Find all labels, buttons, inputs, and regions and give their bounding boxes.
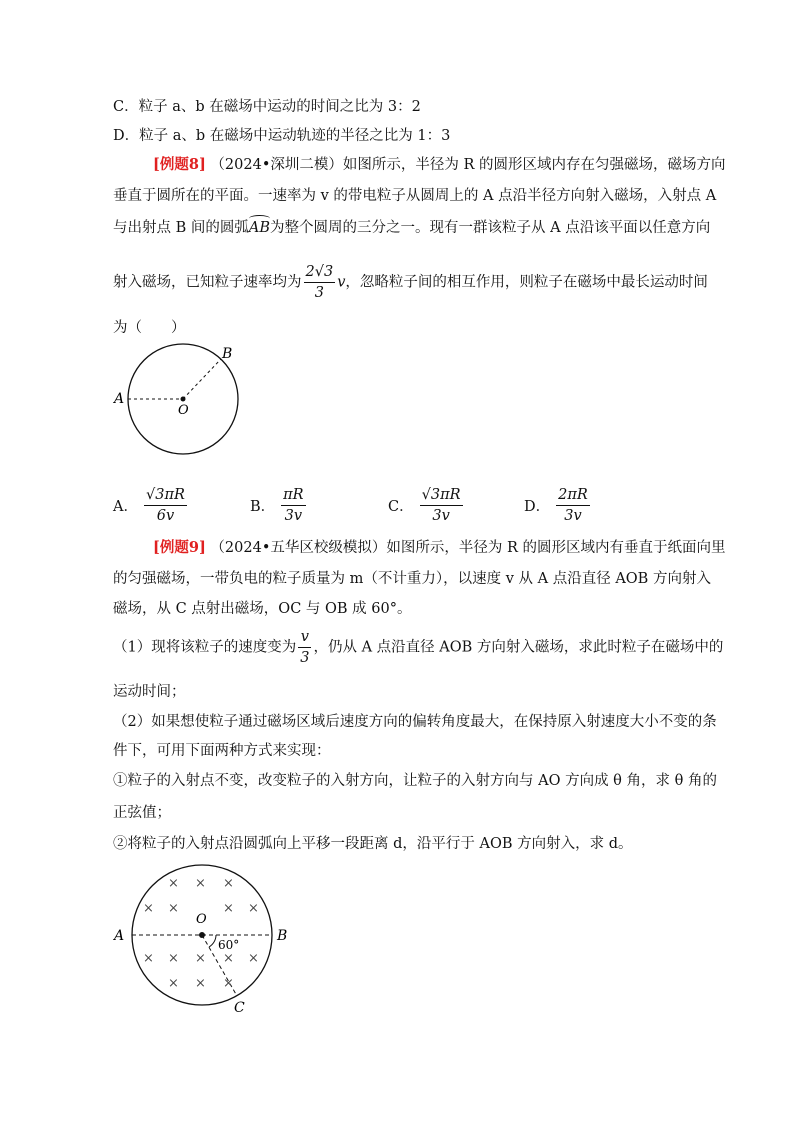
option-d[interactable] (524, 485, 592, 526)
center-dot (199, 932, 205, 938)
ex9-q1-line2: 运动时间； (113, 684, 186, 700)
field-x-3: × (223, 876, 234, 891)
field-x-5: × (168, 901, 179, 916)
angle-arc (209, 935, 216, 947)
ex9-q2-line2: 件下，可用下面两种方式来实现： (113, 743, 331, 759)
label-o: O (178, 403, 189, 418)
ex9-q2-line4: 正弦值； (113, 805, 171, 821)
option-d-previous: D．粒子 a、b 在磁场中运动轨迹的半径之比为 1：3 (113, 128, 451, 144)
speed-numerator: 2√3 (304, 262, 336, 283)
field-x-14: × (195, 976, 206, 991)
option-a-den: 6v (156, 508, 175, 524)
ex8-line3 (113, 218, 710, 238)
figure-magnetic-field (108, 862, 298, 1017)
field-x-9: × (168, 951, 179, 966)
ex8-tag: [例题8] (153, 156, 206, 173)
ex9-q1-line1 (113, 627, 723, 668)
radius-ob (183, 359, 221, 399)
option-b-fraction (281, 485, 305, 526)
option-b-den: 3v (284, 508, 303, 524)
label-b: B (222, 346, 233, 362)
option-d-fraction (556, 485, 590, 526)
label-o: O (196, 912, 207, 927)
label-b: B (277, 928, 288, 944)
field-x-15: × (223, 976, 234, 991)
field-x-4: × (143, 901, 154, 916)
arc-ab-label: AB (248, 220, 271, 236)
ex9-q2-line5: ②将粒子的入射点沿圆弧向上平移一段距离 d，沿平行于 AOB 方向射入，求 d。 (113, 836, 633, 852)
option-a-label: A． (113, 499, 138, 515)
label-c: C (234, 1000, 245, 1016)
ex8-text-4b: ，忽略粒子间的相互作用，则粒子在磁场中最长运动时间 (345, 274, 708, 291)
ex9-tag: [例题9] (153, 539, 206, 556)
field-x-13: × (168, 976, 179, 991)
center-dot (181, 397, 186, 402)
speed-v: v (337, 274, 346, 291)
field-x-2: × (195, 876, 206, 891)
field-x-1: × (168, 876, 179, 891)
q1-fraction (298, 627, 311, 668)
label-a: A (114, 391, 125, 407)
angle-label: 60° (218, 938, 240, 952)
option-d-label: D． (524, 499, 551, 515)
option-b-num: πR (281, 485, 305, 506)
ex8-text-3b: 为整个圆周的三分之一。现有一群该粒子从 A 点沿该平面以任意方向 (270, 220, 711, 236)
label-a: A (114, 928, 125, 944)
option-c-label: C． (388, 499, 414, 515)
ex8-text-1: （2024•深圳二模）如图所示，半径为 R 的圆形区域内存在匀强磁场，磁场方向 (210, 157, 726, 173)
ex8-text-3a: 与出射点 B 间的圆弧 (113, 220, 249, 236)
figure-circle-ab (110, 340, 250, 465)
ex9-line1 (153, 538, 726, 558)
field-x-10: × (195, 951, 206, 966)
option-b-label: B． (250, 499, 276, 515)
ex8-line1 (153, 155, 726, 175)
field-x-6: × (223, 901, 234, 916)
field-x-12: × (248, 951, 259, 966)
option-a[interactable] (113, 485, 189, 526)
option-c-fraction (420, 485, 463, 526)
option-a-num: √3πR (144, 485, 187, 506)
option-b[interactable] (250, 485, 308, 526)
ex8-line4 (113, 262, 708, 303)
speed-fraction (304, 262, 336, 303)
field-x-8: × (143, 951, 154, 966)
ex9-line2: 的匀强磁场，一带负电的粒子质量为 m（不计重力），以速度 v 从 A 点沿直径 AOB 方向射入 (113, 571, 711, 587)
ex8-text-4a: 射入磁场，已知粒子速率均为 (113, 274, 302, 291)
ex9-q2-line3: ①粒子的入射点不变，改变粒子的入射方向，让粒子的入射方向与 AO 方向成 θ 角，求 θ 角的 (113, 773, 717, 789)
field-x-11: × (223, 951, 234, 966)
q1-text-b: ，仍从 A 点沿直径 AOB 方向射入磁场，求此时粒子在磁场中的 (313, 639, 724, 656)
ex9-q2-line1: （2）如果想使粒子通过磁场区域后速度方向的偏转角度最大，在保持原入射速度大小不变的条 (113, 714, 717, 730)
option-d-num: 2πR (556, 485, 590, 506)
field-x-7: × (248, 901, 259, 916)
speed-denominator: 3 (314, 285, 324, 301)
ex8-line2: 垂直于圆所在的平面。一速率为 v 的带电粒子从圆周上的 A 点沿半径方向射入磁场，入射点 A (113, 188, 717, 204)
ex9-line3: 磁场，从 C 点射出磁场，OC 与 OB 成 60°。 (113, 601, 412, 617)
option-c-previous: C．粒子 a、b 在磁场中运动的时间之比为 3：2 (113, 99, 421, 115)
q1-numerator: v (298, 627, 311, 648)
q1-denominator: 3 (300, 650, 310, 666)
option-d-den: 3v (564, 508, 582, 524)
option-a-fraction (144, 485, 187, 526)
option-c-den: 3v (432, 508, 450, 524)
ex9-text-1: （2024•五华区校级模拟）如图所示，半径为 R 的圆形区域内有垂直于纸面向里 (210, 540, 726, 556)
option-c-num: √3πR (420, 485, 463, 506)
q1-text-a: （1）现将该粒子的速度变为 (113, 639, 297, 656)
ex8-line5: 为（ ） (113, 320, 186, 336)
option-c[interactable] (388, 485, 465, 526)
